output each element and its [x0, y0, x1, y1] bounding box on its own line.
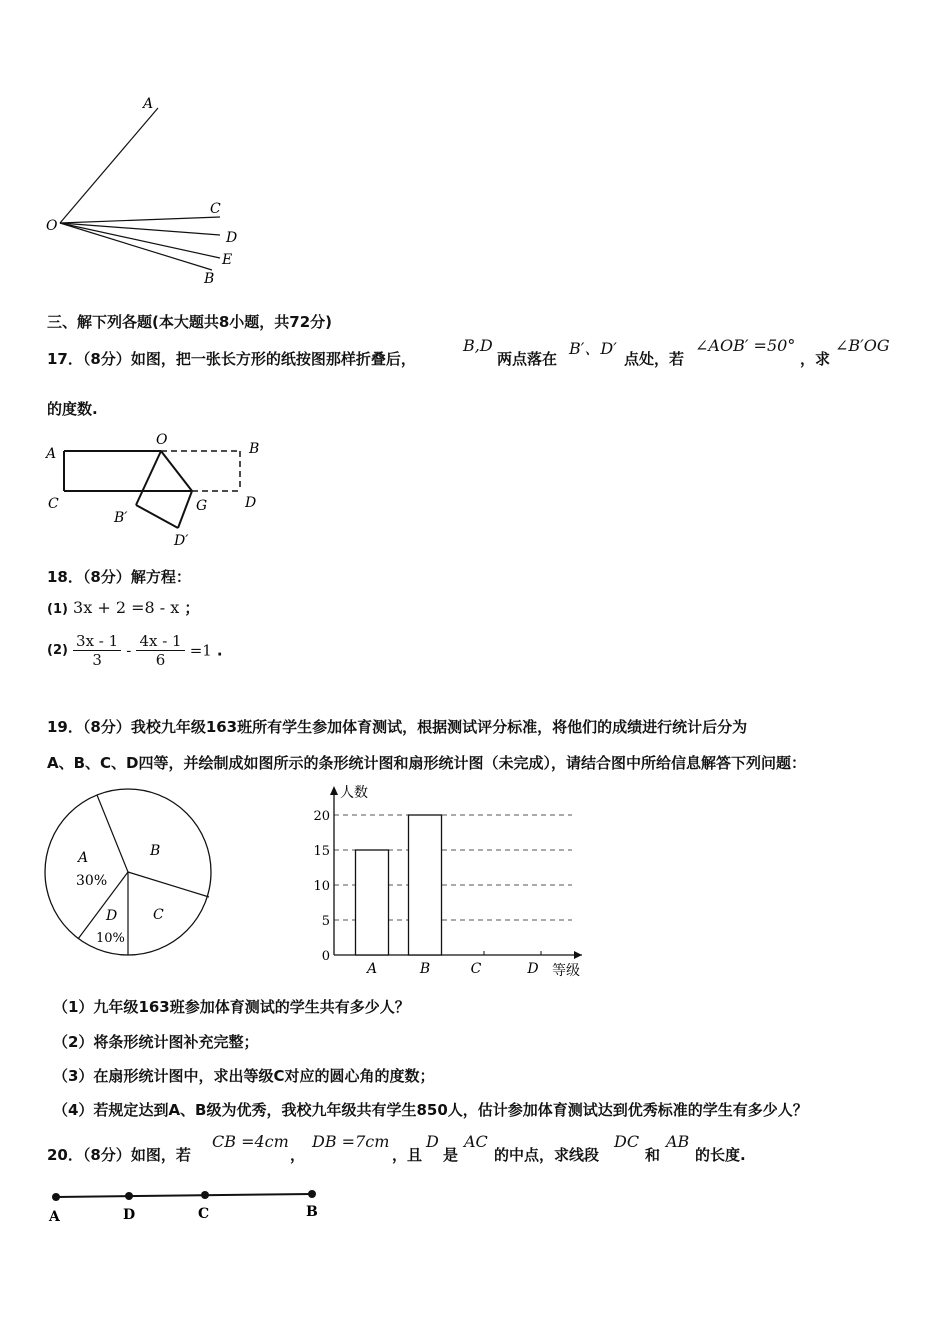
q20-math-ac: AC	[464, 1132, 488, 1151]
angle-figure	[40, 90, 260, 290]
q17-math-angle: ∠AOB′ =50°	[695, 336, 796, 355]
pie-slice-D-value: 10%	[96, 931, 125, 946]
q19-sub1: （1）九年级163班参加体育测试的学生共有多少人？	[53, 998, 410, 1016]
q20-intro: 20．（8分）如图，若	[47, 1146, 191, 1164]
y-tick-0: 0	[321, 949, 330, 964]
x-tick-C: C	[470, 961, 482, 977]
q20-text-c: 是	[443, 1146, 459, 1164]
point-B	[308, 1190, 316, 1198]
pie-slice-B-label: B	[150, 843, 161, 859]
q17-text-d: ，求	[800, 350, 831, 368]
q20-math-db: DB =7cm	[312, 1132, 390, 1151]
fold-figure	[40, 428, 280, 553]
pie-slice-A-value: 30%	[76, 873, 108, 889]
pie-slice-C-label: C	[153, 907, 164, 923]
bar-A	[356, 850, 389, 955]
x-axis-label: 等级	[552, 963, 580, 979]
label-D: D	[226, 230, 238, 246]
pie-slice-D-label: D	[106, 908, 118, 924]
bar-B	[409, 815, 442, 955]
q18-part1: (1) 3x + 2 =8 - x ；	[47, 598, 200, 617]
section-heading: 三、解下列各题(本大题共8小题，共72分)	[47, 313, 333, 331]
y-axis-arrow	[330, 786, 338, 795]
fold-label-Bprime: B′	[114, 510, 128, 526]
q17-math-target: ∠B′OG	[835, 336, 890, 355]
x-tick-D: D	[527, 961, 539, 977]
x-tick-B: B	[419, 961, 431, 977]
fold-label-B: B	[249, 441, 260, 457]
y-tick-5: 5	[321, 914, 330, 929]
q20-text-d: 的中点，求线段	[494, 1146, 600, 1164]
q20-text-f: 的长度.	[695, 1146, 746, 1164]
q19-sub3: （3）在扇形统计图中，求出等级C对应的圆心角的度数；	[53, 1067, 435, 1085]
x-axis-arrow	[574, 951, 582, 959]
q20-text-b: ，且	[392, 1146, 423, 1164]
segment-figure	[40, 1183, 340, 1228]
q17-math-bd: B,D	[463, 336, 493, 355]
point-C	[201, 1191, 209, 1199]
label-O: O	[46, 218, 58, 234]
fold-label-D: D	[245, 495, 257, 511]
label-C: C	[210, 201, 221, 217]
fold-label-O: O	[156, 432, 168, 448]
fold-label-Dprime: D′	[174, 533, 189, 549]
bar-chart	[310, 782, 600, 982]
y-tick-10: 10	[313, 879, 330, 894]
y-tick-15: 15	[313, 844, 330, 859]
q19-line2: A、B、C、D四等，并绘制成如图所示的条形统计图和扇形统计图（未完成），请结合图中所给信息解答下列问题：	[47, 754, 807, 772]
q20-math-dc: DC	[614, 1132, 640, 1151]
q20-math-cb: CB =4cm	[212, 1132, 289, 1151]
seg-label-B: B	[306, 1204, 318, 1220]
x-tick-A: A	[366, 961, 378, 977]
q17-math-bpdp: B′、D′	[569, 339, 617, 358]
q17-line1: 17．（8分）如图，把一张长方形的纸按图那样折叠后，	[47, 350, 416, 368]
q17-text-c: 点处，若	[624, 350, 685, 368]
q19-sub2: （2）将条形统计图补充完整；	[53, 1033, 259, 1051]
q19-sub4: （4）若规定达到A、B级为优秀，我校九年级共有学生850人，估计参加体育测试达到优秀标准的学生有多少人？	[53, 1101, 808, 1119]
q19-line1: 19．（8分）我校九年级163班所有学生参加体育测试，根据测试评分标准，将他们的成绩进行统计后分为	[47, 718, 748, 736]
label-E: E	[222, 252, 233, 268]
q17-text-b: 两点落在	[497, 350, 558, 368]
q18-part2: (2) $\frac{3x - 1}{3}$ - $\frac{4x - 1}{6}$ =1 .	[47, 632, 223, 669]
seg-label-D: D	[123, 1207, 136, 1223]
q17-text-e: 的度数.	[47, 400, 98, 418]
pie-chart	[40, 785, 225, 965]
q20-math-ab: AB	[666, 1132, 690, 1151]
q20-text-e: 和	[645, 1146, 661, 1164]
q20-math-d: D	[426, 1132, 439, 1151]
label-A: A	[143, 96, 154, 112]
q18-heading: 18．（8分）解方程：	[47, 568, 191, 586]
fold-label-G: G	[196, 498, 208, 514]
q20-comma: ，	[290, 1146, 306, 1164]
pie-slice-A-label: A	[78, 850, 89, 866]
fold-label-A: A	[46, 446, 57, 462]
seg-label-A: A	[49, 1209, 60, 1225]
label-B: B	[204, 271, 215, 287]
y-tick-20: 20	[313, 809, 330, 824]
point-D	[125, 1192, 133, 1200]
seg-label-C: C	[198, 1206, 210, 1222]
y-axis-label: 人数	[340, 785, 368, 801]
point-A	[52, 1193, 60, 1201]
fold-label-C: C	[48, 496, 59, 512]
